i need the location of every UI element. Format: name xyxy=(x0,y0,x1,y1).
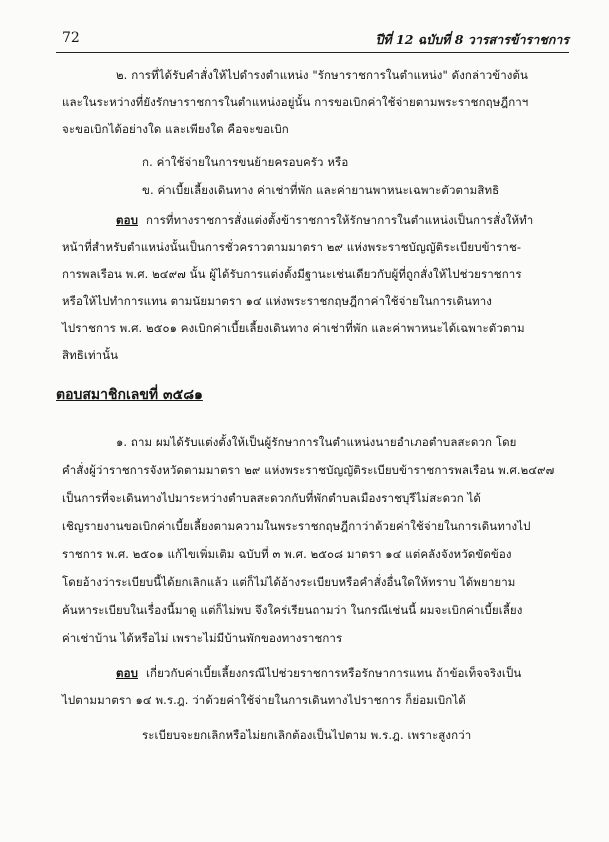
page-header xyxy=(62,30,569,48)
answer-line: ไปราชการ พ.ศ. ๒๕๐๑ คงเบิกค่าเบี้ยเลี้ยงเดินทาง ค่าเช่าที่พัก และค่าพาหนะได้เฉพาะตัวตาม xyxy=(62,321,525,335)
answer-line: สิทธิเท่านั้น xyxy=(62,348,119,362)
section-heading: ตอบสมาชิกเลขที่ ๓๕๘๑ xyxy=(56,387,203,403)
page-number: 72 xyxy=(62,30,80,46)
answer-text: เกี่ยวกับค่าเบี้ยเลี้ยงกรณีไปช่วยราชการหรือรักษาการแทน ถ้าข้อเท็จจริงเป็น xyxy=(145,666,522,680)
answer-text: การที่ทางราชการสั่งแต่งตั้งข้าราชการให้รักษาการในตำแหน่งเป็นการสั่งให้ทำ xyxy=(145,213,534,227)
answer-line xyxy=(116,665,521,683)
answer-line: ไปตามมาตรา ๑๔ พ.ร.ฎ. ว่าด้วยค่าใช้จ่ายในการเดินทางไปราชการ ก็ย่อมเบิกได้ xyxy=(62,693,466,707)
question-line: โดยอ้างว่าระเบียบนี้ได้ยกเลิกแล้ว แต่ก็ไม่ได้อ้างระเบียบหรือคำสั่งอื่นใดให้ทราบ ได้พยายาม xyxy=(62,575,516,589)
question-line: ค้นหาระเบียบในเรื่องนี้มาดู แต่ก็ไม่พบ จึงใคร่เรียนถามว่า ในกรณีเช่นนี้ ผมจะเบิกค่าเบี้ยเลี้ยง xyxy=(62,603,523,617)
list-item-b: ข. ค่าเบี้ยเลี้ยงเดินทาง ค่าเช่าที่พัก และค่ายานพาหนะเฉพาะตัวตามสิทธิ xyxy=(142,183,500,197)
paragraph-line: จะขอเบิกได้อย่างใด และเพียงใด คือจะขอเบิก xyxy=(62,122,289,136)
answer-line xyxy=(116,212,533,230)
question-line: ราชการ พ.ศ. ๒๕๐๑ แก้ไขเพิ่มเติม ฉบับที่ ๓ พ.ศ. ๒๕๐๘ มาตรา ๑๔ แต่คลังจังหวัดขัดข้อง xyxy=(62,547,512,561)
header-rule xyxy=(56,52,569,53)
list-item-a: ก. ค่าใช้จ่ายในการขนย้ายครอบครัว หรือ xyxy=(142,155,349,169)
answer-label: ตอบ xyxy=(116,666,138,680)
answer-line: ระเบียบจะยกเลิกหรือไม่ยกเลิกต้องเป็นไปตาม พ.ร.ฎ. เพราะสูงกว่า xyxy=(142,728,472,742)
question-line: ค่าเช่าบ้าน ได้หรือไม่ เพราะไม่มีบ้านพักของทางราชการ xyxy=(62,631,343,645)
answer-line: หรือให้ไปทำการแทน ตามนัยมาตรา ๑๔ แห่งพระราชกฤษฎีกาค่าใช้จ่ายในการเดินทาง xyxy=(62,294,492,308)
question-line: คำสั่งผู้ว่าราชการจังหวัดตามมาตรา ๒๙ แห่งพระราชบัญญัติระเบียบข้าราชการพลเรือน พ.ศ.๒๔๙๗ xyxy=(62,463,555,477)
paragraph-line: และในระหว่างที่ยังรักษาราชการในตำแหน่งอยู่นั้น การขอเบิกค่าใช้จ่ายตามพระราชกฤษฎีกาฯ xyxy=(62,95,529,109)
answer-line: การพลเรือน พ.ศ. ๒๔๙๗ นั้น ผู้ได้รับการแต่งตั้งมีฐานะเช่นเดียวกับผู้ที่ถูกสั่งให้ไปช่วยราชการ xyxy=(62,267,522,281)
journal-title: ปีที่ 12 ฉบับที่ 8 วารสารข้าราชการ xyxy=(375,32,569,47)
question-line: เป็นการที่จะเดินทางไปมาระหว่างตำบลสะดวกกับที่พักตำบลเมืองราชบุรีไม่สะดวก ได้ xyxy=(62,491,482,505)
answer-label: ตอบ xyxy=(116,213,138,227)
answer-line: หน้าที่สำหรับตำแหน่งนั้นเป็นการชั่วคราวตามมาตรา ๒๙ แห่งพระราชบัญญัติระเบียบข้าราช- xyxy=(62,240,522,254)
question-line: เชิญรายงานขอเบิกค่าเบี้ยเลี้ยงตามความในพระราชกฤษฎีกาว่าด้วยค่าใช้จ่ายในการเดินทางไป xyxy=(62,519,531,533)
question-line: ๑. ถาม ผมได้รับแต่งตั้งให้เป็นผู้รักษาการในตำแหน่งนายอำเภอตำบลสะดวก โดย xyxy=(116,435,517,449)
paragraph-line: ๒. การที่ได้รับคำสั่งให้ไปดำรงตำแหน่ง "รักษาราชการในตำแหน่ง" ดังกล่าวข้างต้น xyxy=(116,68,529,82)
